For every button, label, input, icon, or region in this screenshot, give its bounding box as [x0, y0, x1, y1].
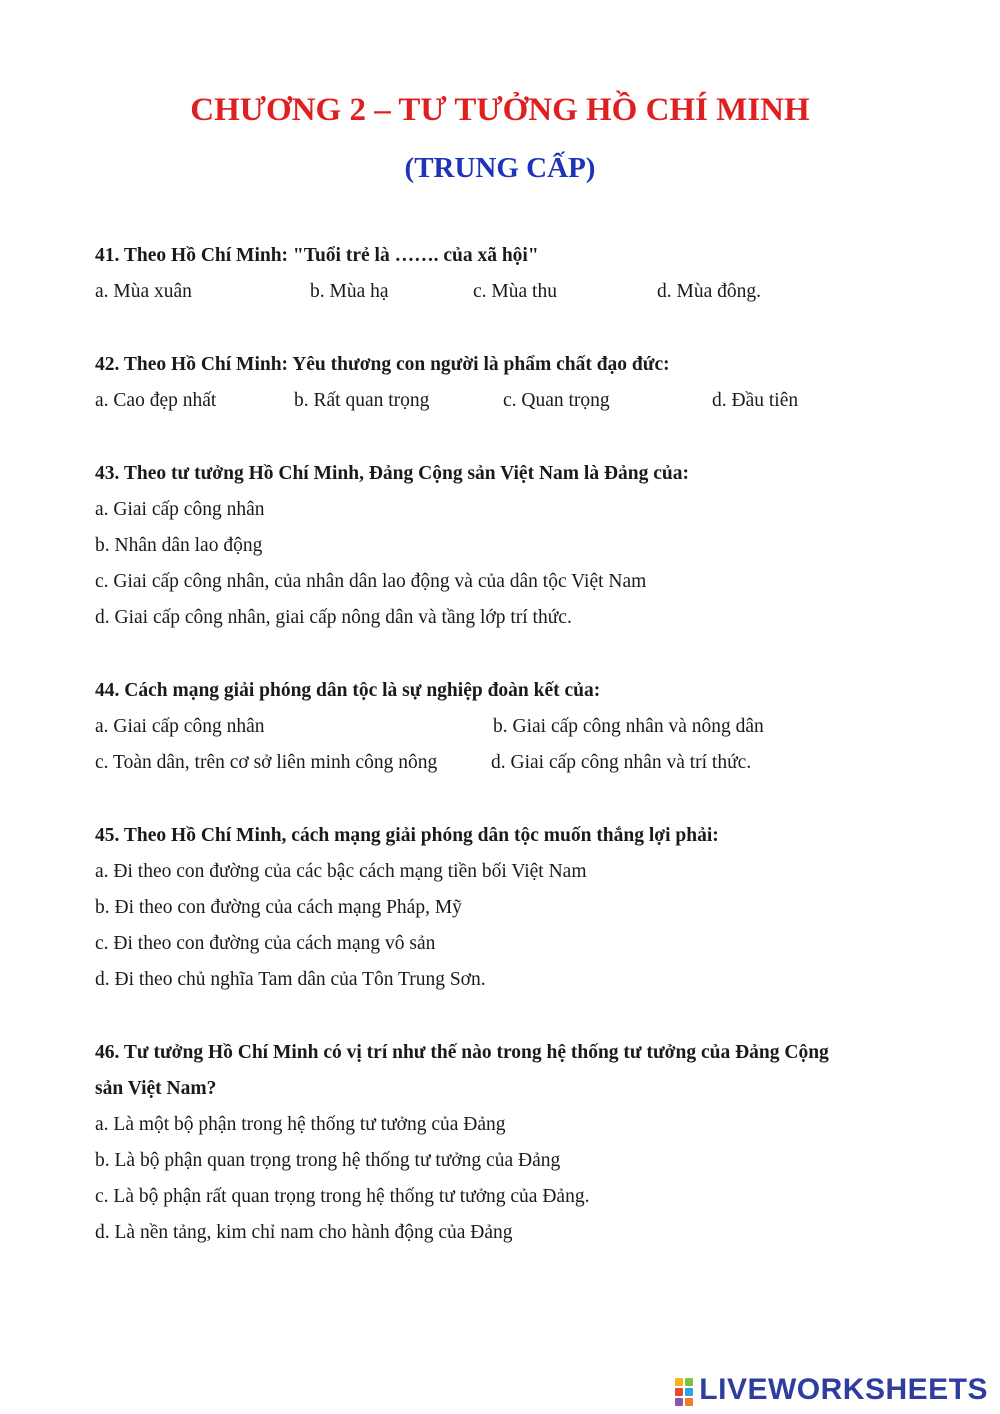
q46-option-b: b. Là bộ phận quan trọng trong hệ thống tư tưởng của Đảng — [95, 1150, 561, 1171]
liveworksheets-logo[interactable] — [675, 1372, 988, 1408]
question-45: 45. Theo Hồ Chí Minh, cách mạng giải phóng dân tộc muốn thắng lợi phải: — [95, 825, 719, 846]
page-subtitle: (TRUNG CẤP) — [404, 152, 596, 184]
q46-option-d: d. Là nền tảng, kim chỉ nam cho hành động của Đảng — [95, 1222, 513, 1243]
q41-option-d: d. Mùa đông. — [657, 281, 761, 302]
q42-option-c: c. Quan trọng — [503, 390, 610, 411]
q41-option-a: a. Mùa xuân — [95, 281, 192, 302]
q42-option-a: a. Cao đẹp nhất — [95, 390, 217, 411]
question-44: 44. Cách mạng giải phóng dân tộc là sự nghiệp đoàn kết của: — [95, 680, 601, 701]
liveworksheets-logo-text: LIVEWORKSHEETS — [699, 1373, 988, 1406]
question-42: 42. Theo Hồ Chí Minh: Yêu thương con người là phẩm chất đạo đức: — [95, 354, 670, 375]
question-46-line-2: sản Việt Nam? — [95, 1078, 217, 1099]
page-title: CHƯƠNG 2 – TƯ TƯỞNG HỒ CHÍ MINH — [190, 92, 810, 128]
q45-option-b: b. Đi theo con đường của cách mạng Pháp, Mỹ — [95, 897, 462, 918]
q43-option-d: d. Giai cấp công nhân, giai cấp nông dân và tầng lớp trí thức. — [95, 607, 572, 628]
q42-option-b: b. Rất quan trọng — [294, 390, 430, 411]
question-46-line-1: 46. Tư tưởng Hồ Chí Minh có vị trí như thế nào trong hệ thống tư tưởng của Đảng Cộng — [95, 1042, 829, 1063]
q46-option-c: c. Là bộ phận rất quan trọng trong hệ thống tư tưởng của Đảng. — [95, 1186, 590, 1207]
q44-option-c: c. Toàn dân, trên cơ sở liên minh công nông — [95, 752, 438, 773]
q44-option-d: d. Giai cấp công nhân và trí thức. — [491, 752, 752, 773]
q41-option-c: c. Mùa thu — [473, 281, 557, 302]
q43-option-c: c. Giai cấp công nhân, của nhân dân lao động và của dân tộc Việt Nam — [95, 571, 647, 592]
q46-option-a: a. Là một bộ phận trong hệ thống tư tưởng của Đảng — [95, 1114, 506, 1135]
q43-option-b: b. Nhân dân lao động — [95, 535, 263, 556]
q43-option-a: a. Giai cấp công nhân — [95, 499, 265, 520]
q41-option-b: b. Mùa hạ — [310, 281, 389, 302]
q45-option-c: c. Đi theo con đường của cách mạng vô sản — [95, 933, 436, 954]
q45-option-d: d. Đi theo chủ nghĩa Tam dân của Tôn Trung Sơn. — [95, 969, 486, 990]
q44-option-b: b. Giai cấp công nhân và nông dân — [493, 716, 764, 737]
q42-option-d: d. Đầu tiên — [712, 390, 799, 411]
question-41: 41. Theo Hồ Chí Minh: "Tuổi trẻ là ……. của xã hội" — [95, 245, 539, 266]
q44-option-a: a. Giai cấp công nhân — [95, 716, 265, 737]
question-43: 43. Theo tư tưởng Hồ Chí Minh, Đảng Cộng sản Việt Nam là Đảng của: — [95, 463, 689, 484]
liveworksheets-logo-icon — [675, 1374, 695, 1406]
q45-option-a: a. Đi theo con đường của các bậc cách mạng tiền bối Việt Nam — [95, 861, 587, 882]
